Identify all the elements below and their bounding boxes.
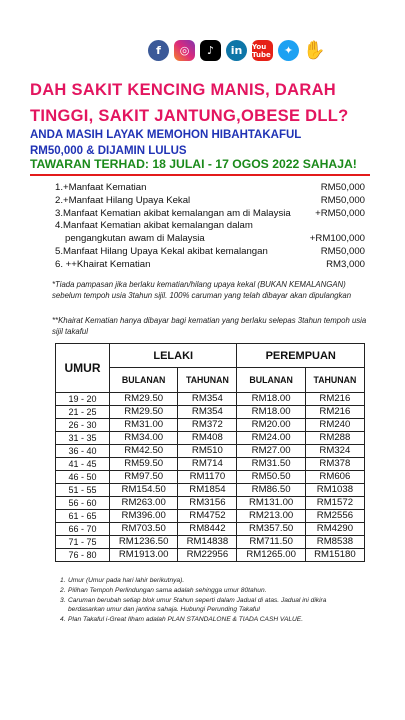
- subline: [30, 127, 390, 159]
- benefit-label: 5.Manfaat Hilang Upaya Kekal akibat kemalangan: [55, 245, 268, 257]
- benefit-label: 2.+Manfaat Hilang Upaya Kekal: [55, 194, 191, 206]
- benefit-amount: RM50,000: [320, 245, 365, 257]
- cell-perempuan-bulanan: RM86.50: [237, 484, 305, 497]
- benefit-item: [55, 259, 365, 272]
- social-icons: [148, 40, 325, 61]
- cell-umur: 46 - 50: [56, 471, 110, 484]
- cell-umur: 41 - 45: [56, 458, 110, 471]
- footnote-text: Pilihan Tempoh Perlindungan sama adalah sehingga umur 80tahun.: [68, 586, 267, 594]
- table-row: [56, 458, 365, 471]
- cell-perempuan-tahunan: RM2556: [305, 510, 364, 523]
- cell-lelaki-tahunan: RM8442: [178, 523, 237, 536]
- footnote-text: Caruman berubah setiap blok umur 5tahun seperti dalam Jadual di atas. Jadual ini dikira berdasarkan umur dan jantina sahaja. Hubungi Perunding Takaful: [68, 596, 327, 614]
- benefit-item: [55, 246, 365, 259]
- cell-lelaki-tahunan: RM408: [178, 432, 237, 445]
- footnote-item: 3. Caruman berubah setiap blok umur 5tahun seperti dalam Jadual di atas. Jadual ini dikira berdasarkan umur dan jantina sahaja. Hubungi Perunding Takaful: [60, 596, 360, 616]
- offer-banner: TAWARAN TERHAD: 18 JULAI - 17 OGOS 2022 SAHAJA!: [30, 157, 370, 176]
- cell-perempuan-bulanan: RM131.00: [237, 497, 305, 510]
- cell-perempuan-tahunan: RM8538: [305, 536, 364, 549]
- benefit-label: 3.Manfaat Kematian akibat kemalangan am di Malaysia: [55, 207, 291, 219]
- instagram-icon[interactable]: ◎: [174, 40, 195, 61]
- cell-umur: 66 - 70: [56, 523, 110, 536]
- cell-umur: 51 - 55: [56, 484, 110, 497]
- cell-lelaki-bulanan: RM263.00: [110, 497, 178, 510]
- cell-lelaki-bulanan: RM42.50: [110, 445, 178, 458]
- header-perempuan-tahunan: TAHUNAN: [305, 368, 364, 393]
- cell-perempuan-bulanan: RM711.50: [237, 536, 305, 549]
- cell-perempuan-tahunan: RM1572: [305, 497, 364, 510]
- table-row: [56, 510, 365, 523]
- cell-perempuan-bulanan: RM357.50: [237, 523, 305, 536]
- footnote-item: 2. Pilihan Tempoh Perlindungan sama adalah sehingga umur 80tahun.: [60, 586, 267, 594]
- cell-lelaki-bulanan: RM59.50: [110, 458, 178, 471]
- table-body: [56, 393, 365, 562]
- cell-umur: 76 - 80: [56, 549, 110, 562]
- table-row: [56, 445, 365, 458]
- table-row: [56, 549, 365, 562]
- header-lelaki-tahunan: TAHUNAN: [178, 368, 237, 393]
- cell-lelaki-tahunan: RM372: [178, 419, 237, 432]
- benefits-list: [55, 182, 365, 272]
- footnote-text: Umur (Umur pada hari lahir berikutnya).: [68, 577, 185, 584]
- cell-lelaki-tahunan: RM714: [178, 458, 237, 471]
- benefit-label: 4.Manfaat Kematian akibat kemalangan dalam: [55, 220, 253, 232]
- cell-perempuan-bulanan: RM1265.00: [237, 549, 305, 562]
- table-row: [56, 471, 365, 484]
- cell-lelaki-bulanan: RM31.00: [110, 419, 178, 432]
- cell-umur: 36 - 40: [56, 445, 110, 458]
- cell-lelaki-tahunan: RM1170: [178, 471, 237, 484]
- footnotes: [60, 576, 360, 625]
- facebook-icon[interactable]: f: [148, 40, 169, 61]
- cell-umur: 19 - 20: [56, 393, 110, 406]
- cell-lelaki-bulanan: RM1236.50: [110, 536, 178, 549]
- cell-lelaki-bulanan: RM1913.00: [110, 549, 178, 562]
- twitter-icon[interactable]: ✦: [278, 40, 299, 61]
- cell-umur: 71 - 75: [56, 536, 110, 549]
- cell-perempuan-tahunan: RM4290: [305, 523, 364, 536]
- cell-lelaki-tahunan: RM354: [178, 406, 237, 419]
- table-row: [56, 497, 365, 510]
- benefit-item: [55, 233, 365, 246]
- cell-lelaki-tahunan: RM510: [178, 445, 237, 458]
- header-umur: UMUR: [56, 344, 110, 393]
- cell-lelaki-bulanan: RM97.50: [110, 471, 178, 484]
- cell-perempuan-bulanan: RM18.00: [237, 393, 305, 406]
- cell-perempuan-tahunan: RM378: [305, 458, 364, 471]
- cell-lelaki-tahunan: RM1854: [178, 484, 237, 497]
- table-row: [56, 484, 365, 497]
- cell-perempuan-tahunan: RM324: [305, 445, 364, 458]
- cell-umur: 26 - 30: [56, 419, 110, 432]
- contribution-table: [55, 343, 365, 562]
- benefit-item: [55, 220, 365, 233]
- cell-lelaki-tahunan: RM22956: [178, 549, 237, 562]
- cell-lelaki-bulanan: RM396.00: [110, 510, 178, 523]
- cell-perempuan-tahunan: RM606: [305, 471, 364, 484]
- cell-lelaki-bulanan: RM703.50: [110, 523, 178, 536]
- cell-perempuan-bulanan: RM20.00: [237, 419, 305, 432]
- table-row: [56, 419, 365, 432]
- note-khairat: **Khairat Kematian hanya dibayar bagi kematian yang berlaku selepas 3tahun tempoh usia sijil takaful: [52, 316, 367, 336]
- cell-lelaki-bulanan: RM29.50: [110, 406, 178, 419]
- cell-lelaki-bulanan: RM29.50: [110, 393, 178, 406]
- cell-perempuan-tahunan: RM240: [305, 419, 364, 432]
- table-row: [56, 432, 365, 445]
- table-row: [56, 523, 365, 536]
- header-lelaki-bulanan: BULANAN: [110, 368, 178, 393]
- waving-hand-icon: ✋: [303, 40, 326, 61]
- benefit-amount: RM3,000: [326, 258, 365, 270]
- footnote-item: 1. Umur (Umur pada hari lahir berikutnya).: [60, 577, 185, 584]
- table-row: [56, 536, 365, 549]
- footnote-text: Plan Takaful i-Great Ilham adalah PLAN STANDALONE & TIADA CASH VALUE.: [68, 616, 304, 624]
- cell-perempuan-tahunan: RM1038: [305, 484, 364, 497]
- headline: DAH SAKIT KENCING MANIS, DARAH TINGGI, SAKIT JANTUNG,OBESE DLL?: [30, 81, 349, 125]
- cell-lelaki-tahunan: RM354: [178, 393, 237, 406]
- benefit-label: pengangkutan awam di Malaysia: [65, 233, 205, 245]
- cell-perempuan-bulanan: RM213.00: [237, 510, 305, 523]
- cell-lelaki-tahunan: RM14838: [178, 536, 237, 549]
- cell-lelaki-bulanan: RM34.00: [110, 432, 178, 445]
- tiktok-icon[interactable]: ♪: [200, 40, 221, 61]
- header-perempuan-bulanan: BULANAN: [237, 368, 305, 393]
- cell-perempuan-bulanan: RM31.50: [237, 458, 305, 471]
- header-perempuan: PEREMPUAN: [237, 344, 365, 368]
- cell-lelaki-tahunan: RM3156: [178, 497, 237, 510]
- table-row: [56, 406, 365, 419]
- cell-perempuan-bulanan: RM27.00: [237, 445, 305, 458]
- benefit-item: [55, 195, 365, 208]
- benefit-amount: RM50,000: [320, 182, 365, 193]
- note-refund: *Tiada pampasan jika berlaku kematian/hilang upaya kekal (BUKAN KEMALANGAN) sebelum tempoh usia 3tahun sijil. 100% caruman yang telah dibayar akan dipulangkan: [52, 280, 352, 300]
- table-row: [56, 393, 365, 406]
- cell-lelaki-bulanan: RM154.50: [110, 484, 178, 497]
- youtube-icon[interactable]: You Tube: [252, 40, 273, 61]
- cell-umur: 56 - 60: [56, 497, 110, 510]
- cell-perempuan-bulanan: RM50.50: [237, 471, 305, 484]
- cell-perempuan-tahunan: RM288: [305, 432, 364, 445]
- cell-perempuan-tahunan: RM216: [305, 406, 364, 419]
- benefit-item: [55, 208, 365, 221]
- cell-umur: 61 - 65: [56, 510, 110, 523]
- cell-perempuan-tahunan: RM15180: [305, 549, 364, 562]
- benefit-amount: +RM50,000: [315, 207, 365, 219]
- benefit-label: 6. ++Khairat Kematian: [55, 258, 151, 270]
- benefit-amount: +RM100,000: [309, 233, 365, 245]
- subline-eligibility: ANDA MASIH LAYAK MEMOHON HIBAHTAKAFUL: [30, 129, 302, 141]
- benefit-label: 1.+Manfaat Kematian: [55, 182, 147, 193]
- benefit-item: [55, 182, 365, 195]
- cell-perempuan-bulanan: RM24.00: [237, 432, 305, 445]
- cell-perempuan-tahunan: RM216: [305, 393, 364, 406]
- cell-lelaki-tahunan: RM4752: [178, 510, 237, 523]
- benefit-amount: RM50,000: [320, 194, 365, 206]
- cell-perempuan-bulanan: RM18.00: [237, 406, 305, 419]
- cell-umur: 21 - 25: [56, 406, 110, 419]
- linkedin-icon[interactable]: in: [226, 40, 247, 61]
- cell-umur: 31 - 35: [56, 432, 110, 445]
- footnote-item: 4. Plan Takaful i-Great Ilham adalah PLAN STANDALONE & TIADA CASH VALUE.: [60, 616, 304, 624]
- header-lelaki: LELAKI: [110, 344, 237, 368]
- subline-amount: RM50,000 & DIJAMIN LULUS: [30, 145, 187, 157]
